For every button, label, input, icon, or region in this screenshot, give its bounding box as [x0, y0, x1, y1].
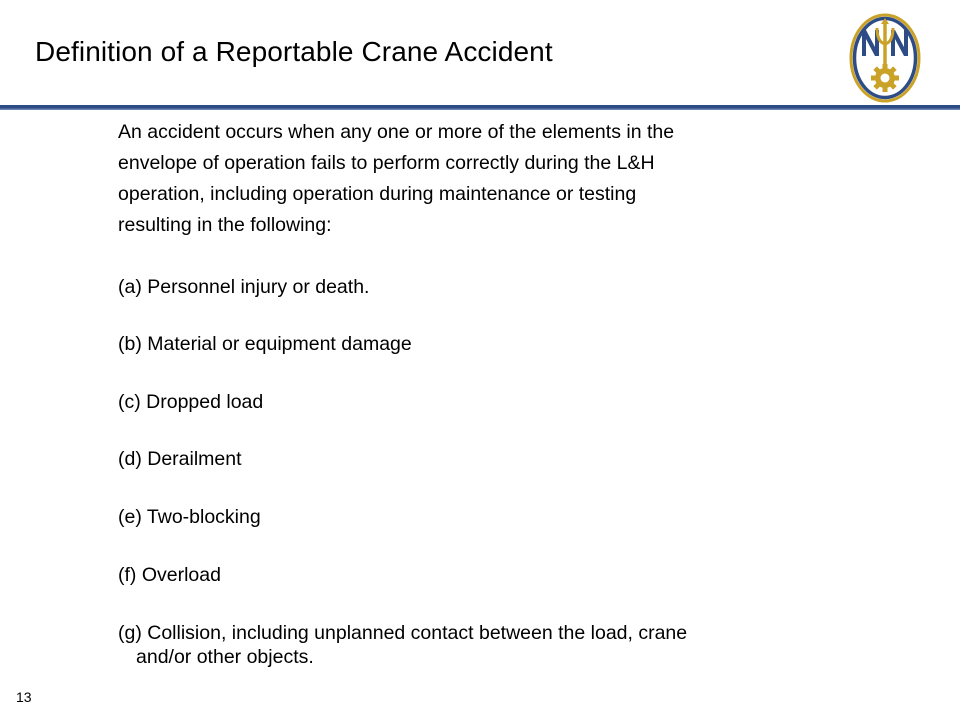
list-item: (f) Overload: [118, 564, 221, 586]
header-divider: [0, 105, 960, 110]
navy-anchor-gear-logo-icon: [848, 12, 922, 104]
list-item: (c) Dropped load: [118, 391, 264, 413]
list-item: (a) Personnel injury or death.: [118, 276, 370, 298]
list-item-line: and/or other objects.: [136, 646, 314, 668]
intro-line: operation, including operation during maintenance or testing: [118, 183, 637, 205]
list-item-line: (g) Collision, including unplanned contact between the load, crane: [118, 622, 688, 644]
intro-paragraph: [118, 117, 838, 241]
list-item: (b) Material or equipment damage: [118, 333, 412, 355]
slide-title: Definition of a Reportable Crane Accident: [35, 36, 553, 67]
list-item: (d) Derailment: [118, 448, 242, 470]
intro-line: An accident occurs when any one or more of the elements in the: [118, 121, 675, 143]
list-item: (e) Two-blocking: [118, 506, 261, 528]
list-item: [118, 621, 828, 669]
slide-body: [118, 117, 838, 668]
page-number: 13: [16, 689, 32, 705]
intro-line: resulting in the following:: [118, 214, 332, 236]
intro-line: envelope of operation fails to perform correctly during the L&H: [118, 152, 655, 174]
